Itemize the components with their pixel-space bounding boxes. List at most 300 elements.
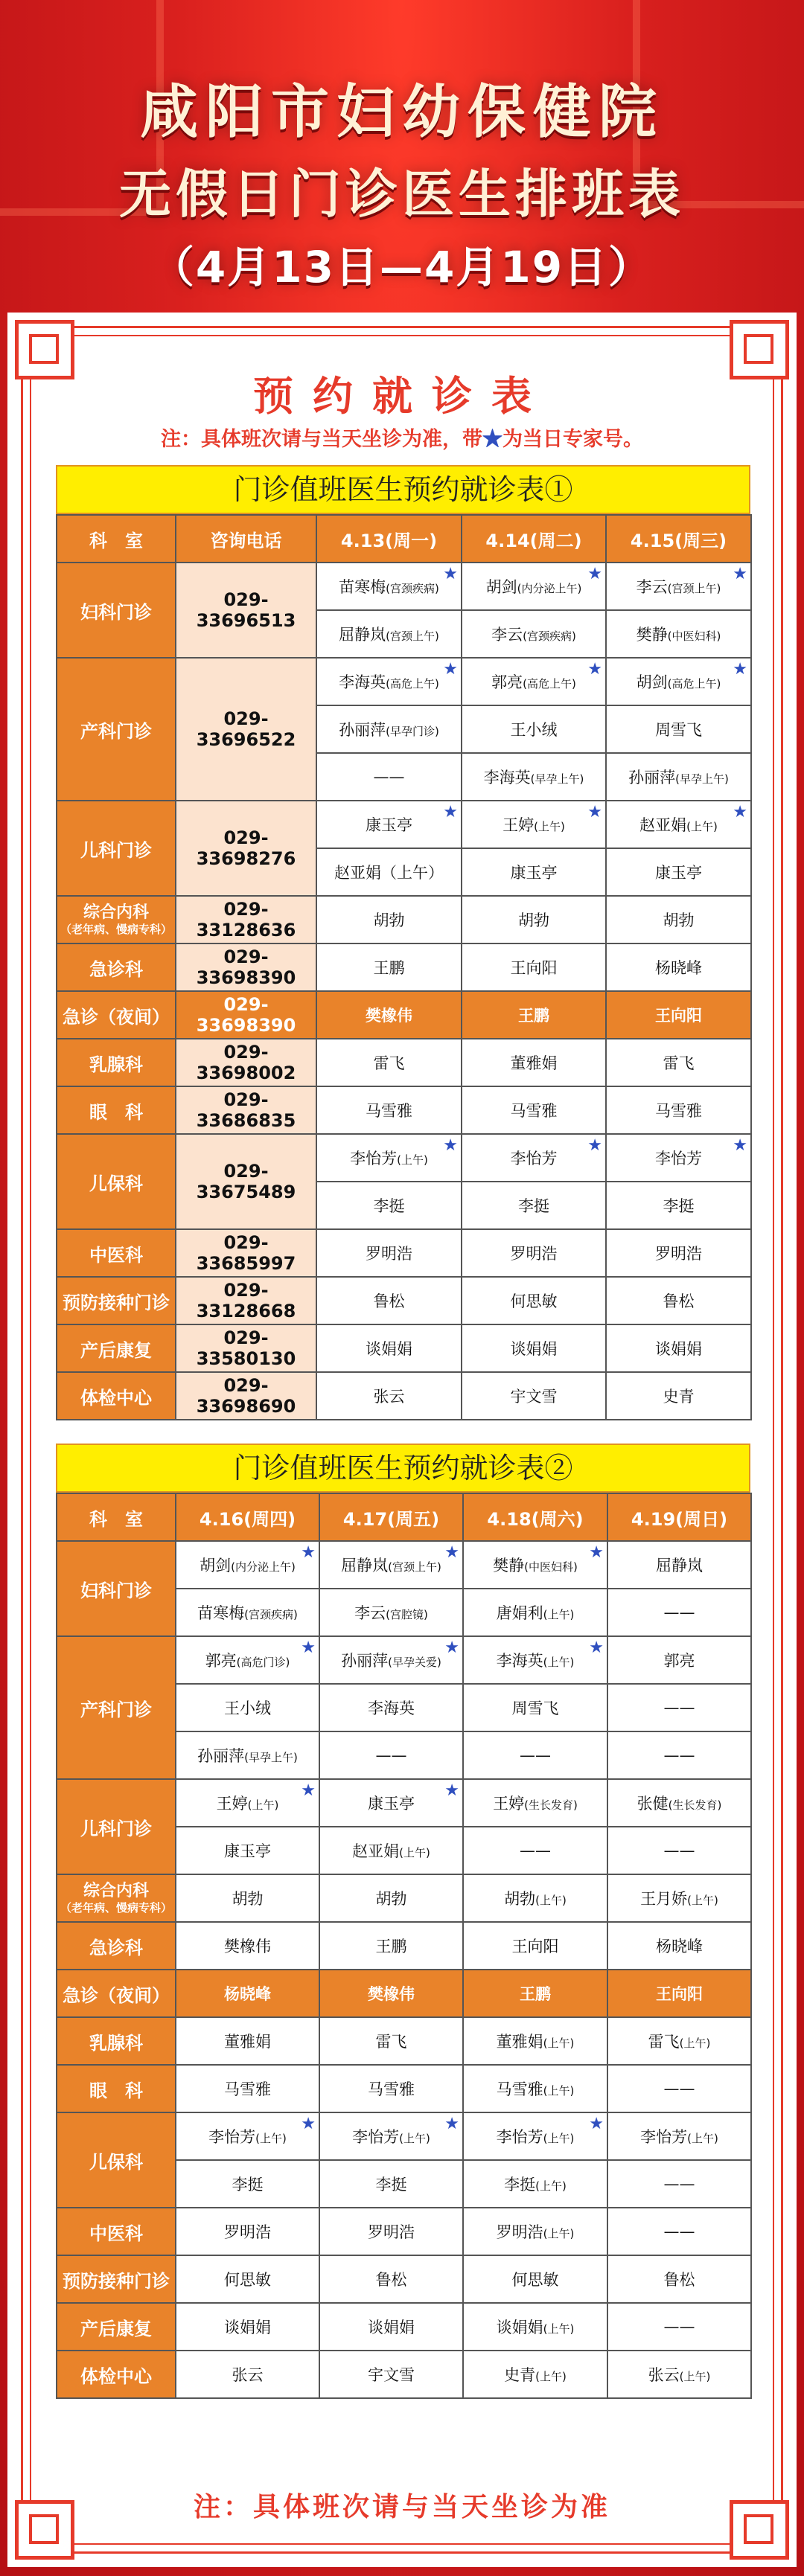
- doctor-name: ——: [375, 1746, 407, 1764]
- doctor-name: 李怡芳: [350, 1150, 398, 1167]
- doctor-cell: [319, 1970, 463, 2017]
- doctor-note: (早孕上午): [675, 772, 729, 786]
- doctor-cell: [319, 1589, 463, 1636]
- table-row: [57, 658, 751, 705]
- column-header: 4.16(周四): [176, 1493, 319, 1541]
- doctor-name: 马雪雅: [496, 2080, 543, 2098]
- table-1-grid: [56, 514, 752, 1420]
- doctor-note: (早孕门诊): [386, 725, 439, 738]
- column-header: 科 室: [57, 515, 176, 563]
- expert-star-icon: ★: [733, 1136, 747, 1155]
- doctor-name: 康玉亭: [366, 816, 412, 834]
- doctor-name: 谈娟娟: [496, 2319, 543, 2336]
- department-cell: [57, 1541, 176, 1636]
- doctor-name: 罗明浩: [496, 2223, 543, 2241]
- table-1-title: 门诊值班医生预约就诊表①: [56, 465, 750, 514]
- doctor-name: 胡剑: [636, 673, 668, 691]
- column-header: 4.18(周六): [463, 1493, 607, 1541]
- doctor-note: (宫颈疾病): [523, 629, 576, 643]
- doctor-name: 张云: [373, 1388, 405, 1406]
- doctor-cell: [319, 2112, 463, 2160]
- doctor-cell: [607, 2351, 751, 2398]
- table-row: [57, 801, 751, 848]
- department-subtitle: （老年病、慢病专科）: [60, 1901, 172, 1915]
- doctor-cell: [316, 753, 462, 801]
- department-name: 乳腺科: [89, 2032, 143, 2054]
- doctor-cell: [319, 2065, 463, 2112]
- doctor-cell: [316, 896, 462, 943]
- expert-star-icon: ★: [587, 660, 602, 679]
- table-row: [57, 2255, 751, 2303]
- phone-cell: 029-33698002: [176, 1039, 316, 1086]
- table-row: [57, 2065, 751, 2112]
- department-cell: [57, 1372, 176, 1420]
- doctor-cell: [316, 1324, 462, 1372]
- department-subtitle: （老年病、慢病专科）: [60, 923, 172, 937]
- department-name: 体检中心: [80, 1387, 152, 1409]
- doctor-cell: [462, 563, 606, 610]
- department-name: 急诊科: [89, 958, 143, 980]
- doctor-cell: [319, 2160, 463, 2208]
- table-row: [57, 2017, 751, 2065]
- doctor-name: 王婷: [502, 816, 535, 834]
- expert-star-icon: ★: [589, 1543, 604, 1562]
- doctor-name: 鲁松: [663, 1292, 695, 1310]
- phone-cell: 029-33128668: [176, 1277, 316, 1324]
- doctor-cell: [607, 1827, 751, 1874]
- doctor-cell: [316, 1182, 462, 1229]
- department-name: 妇科门诊: [80, 1580, 152, 1601]
- doctor-note: (宫颈上午): [386, 629, 439, 643]
- doctor-cell: [176, 2017, 319, 2065]
- doctor-name: 郭亮: [491, 673, 523, 691]
- doctor-name: 康玉亭: [368, 1795, 415, 1813]
- doctor-name: 张云: [232, 2366, 264, 2384]
- table-row: [57, 896, 751, 943]
- department-name: 儿科门诊: [80, 1818, 152, 1839]
- doctor-cell: [606, 658, 751, 705]
- doctor-cell: [463, 1731, 607, 1779]
- note-suffix: 为当日专家号。: [502, 428, 643, 451]
- doctor-cell: [606, 848, 751, 896]
- doctor-note: (早孕关爱): [388, 1656, 441, 1669]
- doctor-note: (上午): [535, 1894, 567, 1907]
- doctor-name: 胡勃: [663, 911, 695, 929]
- doctor-note: (上午): [543, 1608, 575, 1621]
- department-cell: [57, 1922, 176, 1970]
- expert-star-icon: ★: [733, 803, 747, 821]
- doctor-note: (上午): [543, 1656, 575, 1669]
- doctor-cell: [463, 2017, 607, 2065]
- doctor-cell: [462, 1277, 606, 1324]
- phone-cell: 029-33698390: [176, 991, 316, 1039]
- doctor-name: 张云: [648, 2366, 680, 2384]
- doctor-name: 李海英: [339, 673, 386, 691]
- doctor-cell: [462, 1039, 606, 1086]
- doctor-name: 樊静: [493, 1557, 525, 1574]
- doctor-name: 鲁松: [663, 2271, 695, 2289]
- doctor-name: 王鹏: [520, 1985, 551, 2003]
- department-name: 儿保科: [89, 1173, 143, 1194]
- doctor-cell: [607, 1731, 751, 1779]
- doctor-name: 何思敏: [224, 2271, 271, 2289]
- doctor-cell: [607, 2303, 751, 2351]
- doctor-name: 孙丽萍: [628, 769, 676, 786]
- doctor-name: 罗明浩: [368, 2223, 415, 2241]
- doctor-name: 谈娟娟: [366, 1340, 412, 1358]
- doctor-cell: [463, 1636, 607, 1684]
- doctor-cell: [462, 991, 606, 1039]
- schedule-title: 无假日门诊医生排班表: [119, 163, 685, 225]
- department-name: 产后康复: [80, 1339, 152, 1361]
- table-row: [57, 1372, 751, 1420]
- doctor-name: 胡勃: [518, 911, 549, 929]
- doctor-note: (早孕上午): [530, 772, 584, 786]
- hospital-name: 咸阳市妇幼保健院: [139, 78, 664, 146]
- doctor-name: 雷飞: [663, 1054, 695, 1072]
- doctor-note: (内分泌上午): [231, 1560, 296, 1574]
- department-cell: [57, 1779, 176, 1874]
- doctor-cell: [607, 1779, 751, 1827]
- doctor-name: 王月娇: [640, 1890, 688, 1908]
- doctor-cell: [316, 1229, 462, 1277]
- doctor-name: 赵亚娟（上午）: [334, 864, 444, 882]
- doctor-name: 屈静岚: [341, 1557, 389, 1574]
- doctor-cell: [462, 943, 606, 991]
- doctor-name: 李挺: [232, 2176, 264, 2194]
- doctor-name: 李挺: [373, 1197, 405, 1215]
- department-name: 综合内科: [83, 903, 149, 922]
- doctor-name: 孙丽萍: [197, 1747, 245, 1765]
- doctor-cell: [316, 1134, 462, 1182]
- table-row: [57, 1541, 751, 1589]
- table-row: [57, 1874, 751, 1922]
- doctor-name: 何思敏: [511, 2271, 559, 2289]
- table-2-title: 门诊值班医生预约就诊表②: [56, 1444, 750, 1493]
- phone-cell: 029-33580130: [176, 1324, 316, 1372]
- doctor-name: 王向阳: [510, 959, 558, 977]
- department-cell: [57, 2208, 176, 2255]
- doctor-name: 罗明浩: [510, 1245, 558, 1263]
- table-row: [57, 1970, 751, 2017]
- doctor-name: 罗明浩: [224, 2223, 271, 2241]
- table-row: [57, 1779, 751, 1827]
- doctor-cell: [176, 2065, 319, 2112]
- doctor-cell: [462, 896, 606, 943]
- doctor-cell: [607, 2255, 751, 2303]
- doctor-cell: [463, 2112, 607, 2160]
- department-cell: [57, 1636, 176, 1779]
- doctor-cell: [462, 801, 606, 848]
- doctor-name: 李云: [636, 578, 668, 596]
- doctor-name: 赵亚娟: [352, 1842, 400, 1860]
- doctor-cell: [463, 1541, 607, 1589]
- doctor-note: (上午): [687, 2132, 718, 2145]
- doctor-name: 孙丽萍: [339, 721, 386, 739]
- doctor-name: 王小绒: [224, 1699, 271, 1717]
- doctor-note: (上午): [686, 820, 718, 833]
- doctor-cell: [176, 2351, 319, 2398]
- column-header: 科 室: [57, 1493, 176, 1541]
- doctor-name: 张健: [636, 1795, 669, 1813]
- doctor-name: ——: [373, 768, 405, 786]
- department-name: 体检中心: [80, 2365, 152, 2387]
- doctor-cell: [607, 1589, 751, 1636]
- doctor-cell: [316, 991, 462, 1039]
- doctor-note: (中医妇科): [524, 1560, 578, 1574]
- doctor-cell: [316, 1372, 462, 1420]
- column-header: 4.19(周日): [607, 1493, 751, 1541]
- doctor-name: 李怡芳: [352, 2128, 400, 2146]
- department-cell: [57, 563, 176, 658]
- doctor-cell: [462, 1086, 606, 1134]
- doctor-name: 康玉亭: [224, 1842, 271, 1860]
- doctor-name: 李云: [491, 626, 523, 644]
- doctor-cell: [607, 1541, 751, 1589]
- doctor-note: (宫腔镜): [386, 1608, 428, 1621]
- doctor-cell: [606, 1372, 751, 1420]
- department-cell: [57, 1086, 176, 1134]
- doctor-name: 鲁松: [375, 2271, 407, 2289]
- department-name: 中医科: [89, 2223, 143, 2244]
- doctor-cell: [606, 1039, 751, 1086]
- doctor-cell: [462, 658, 606, 705]
- doctor-name: 胡剑: [200, 1557, 232, 1574]
- doctor-cell: [316, 658, 462, 705]
- doctor-cell: [316, 1086, 462, 1134]
- doctor-cell: [319, 2017, 463, 2065]
- department-name: 妇科门诊: [80, 601, 152, 623]
- doctor-name: 赵亚娟: [639, 816, 687, 834]
- expert-star-icon: ★: [443, 803, 458, 821]
- doctor-name: 谈娟娟: [224, 2319, 271, 2336]
- doctor-name: 李怡芳: [496, 2128, 543, 2146]
- header-row: [57, 1493, 751, 1541]
- doctor-name: 苗寒梅: [339, 578, 386, 596]
- doctor-name: 何思敏: [510, 1292, 558, 1310]
- doctor-cell: [462, 1134, 606, 1182]
- department-name: 产科门诊: [80, 720, 152, 742]
- doctor-name: ——: [663, 1842, 695, 1859]
- doctor-name: 唐娟利: [496, 1604, 543, 1622]
- doctor-name: 史青: [663, 1388, 695, 1406]
- doctor-cell: [606, 943, 751, 991]
- doctor-cell: [176, 1827, 319, 1874]
- doctor-cell: [463, 1589, 607, 1636]
- department-name: 中医科: [89, 1244, 143, 1266]
- doctor-name: 康玉亭: [655, 864, 702, 882]
- doctor-name: 周雪飞: [511, 1699, 559, 1717]
- doctor-note: (内分泌上午): [517, 582, 582, 595]
- doctor-cell: [607, 1970, 751, 2017]
- department-cell: [57, 1039, 176, 1086]
- table-row: [57, 1324, 751, 1372]
- doctor-cell: [607, 2208, 751, 2255]
- doctor-note: (上午): [535, 2370, 567, 2383]
- department-name: 乳腺科: [89, 1054, 143, 1075]
- doctor-name: 雷飞: [375, 2033, 407, 2051]
- doctor-cell: [606, 896, 751, 943]
- doctor-cell: [176, 1874, 319, 1922]
- table-row: [57, 1086, 751, 1134]
- doctor-name: 雷飞: [373, 1054, 405, 1072]
- doctor-cell: [606, 705, 751, 753]
- table-2-grid: [56, 1493, 752, 2399]
- column-header: 4.15(周三): [606, 515, 751, 563]
- doctor-name: 屈静岚: [339, 626, 386, 644]
- doctor-name: 胡勃: [232, 1890, 264, 1908]
- doctor-name: 董雅娟: [510, 1054, 558, 1072]
- doctor-cell: [463, 1922, 607, 1970]
- doctor-note: (生长发育): [668, 1798, 722, 1812]
- doctor-name: 胡勃: [373, 911, 405, 929]
- doctor-cell: [462, 1229, 606, 1277]
- doctor-cell: [462, 753, 606, 801]
- table-row: [57, 563, 751, 610]
- doctor-name: 谈娟娟: [368, 2319, 415, 2336]
- expert-star-icon: ★: [301, 1638, 316, 1657]
- phone-cell: 029-33698390: [176, 943, 316, 991]
- schedule-table-1: [56, 465, 750, 1420]
- doctor-cell: [176, 1589, 319, 1636]
- doctor-note: (生长发育): [524, 1798, 578, 1812]
- column-header: 4.17(周五): [319, 1493, 463, 1541]
- doctor-name: 王鹏: [373, 959, 405, 977]
- doctor-cell: [606, 563, 751, 610]
- doctor-cell: [316, 610, 462, 658]
- doctor-name: 李云: [354, 1604, 386, 1622]
- doctor-name: 李海英: [368, 1699, 415, 1717]
- doctor-name: 谈娟娟: [655, 1340, 702, 1358]
- doctor-note: (高危上午): [386, 677, 439, 691]
- column-header: 咨询电话: [176, 515, 316, 563]
- doctor-note: (中医妇科): [667, 629, 721, 643]
- department-name: 产科门诊: [80, 1699, 152, 1720]
- doctor-name: 杨晓峰: [656, 1938, 703, 1955]
- doctor-cell: [319, 1684, 463, 1731]
- doctor-note: (宫颈上午): [667, 582, 721, 595]
- doctor-name: 史青: [504, 2366, 536, 2384]
- doctor-name: 康玉亭: [510, 864, 558, 882]
- doctor-note: (上午): [255, 2132, 287, 2145]
- doctor-note: (宫颈疾病): [386, 582, 439, 595]
- department-cell: [57, 2065, 176, 2112]
- doctor-note: (上午): [247, 1798, 279, 1812]
- expert-star-icon: ★: [444, 1638, 459, 1657]
- doctor-name: 李怡芳: [655, 1150, 702, 1167]
- note-prefix: 注：具体班次请与当天坐诊为准，带: [161, 428, 482, 451]
- star-icon: ★: [482, 428, 502, 451]
- doctor-name: 郭亮: [663, 1652, 695, 1670]
- department-name: 儿保科: [89, 2151, 143, 2173]
- department-cell: [57, 1229, 176, 1277]
- doctor-note: (高危上午): [667, 677, 721, 691]
- doctor-cell: [462, 848, 606, 896]
- department-cell: [57, 801, 176, 896]
- doctor-name: 李海英: [496, 1652, 543, 1670]
- doctor-cell: [463, 2303, 607, 2351]
- doctor-note: (上午): [397, 1153, 428, 1167]
- table-row: [57, 1229, 751, 1277]
- department-cell: [57, 2255, 176, 2303]
- expert-star-icon: ★: [589, 2115, 604, 2133]
- doctor-cell: [319, 2255, 463, 2303]
- doctor-name: 樊橡伟: [224, 1938, 271, 1955]
- doctor-cell: [606, 801, 751, 848]
- doctor-cell: [319, 2208, 463, 2255]
- expert-star-icon: ★: [733, 565, 747, 583]
- doctor-cell: [606, 1134, 751, 1182]
- doctor-name: 王鹏: [518, 1007, 549, 1025]
- doctor-name: 屈静岚: [656, 1557, 703, 1574]
- doctor-cell: [176, 1636, 319, 1684]
- doctor-cell: [607, 1922, 751, 1970]
- doctor-name: ——: [520, 1842, 551, 1859]
- doctor-cell: [463, 1684, 607, 1731]
- doctor-name: ——: [663, 2175, 695, 2193]
- department-cell: [57, 658, 176, 801]
- department-cell: [57, 2112, 176, 2208]
- expert-star-icon: ★: [587, 1136, 602, 1155]
- doctor-cell: [462, 610, 606, 658]
- department-cell: [57, 943, 176, 991]
- doctor-name: 鲁松: [373, 1292, 405, 1310]
- doctor-cell: [316, 801, 462, 848]
- department-name: 急诊科: [89, 1937, 143, 1958]
- expert-star-icon: ★: [301, 1781, 316, 1800]
- schedule-card: [7, 313, 797, 2567]
- expert-star-icon: ★: [301, 1543, 316, 1562]
- doctor-cell: [316, 1039, 462, 1086]
- expert-star-icon: ★: [444, 2115, 459, 2133]
- doctor-cell: [176, 1970, 319, 2017]
- doctor-note: (上午): [679, 2037, 711, 2050]
- doctor-name: 孙丽萍: [341, 1652, 389, 1670]
- doctor-cell: [316, 563, 462, 610]
- doctor-cell: [462, 705, 606, 753]
- doctor-cell: [606, 1086, 751, 1134]
- doctor-note: (上午): [543, 2084, 575, 2098]
- doctor-name: 宇文雪: [510, 1388, 558, 1406]
- doctor-cell: [316, 848, 462, 896]
- phone-cell: 029-33685997: [176, 1229, 316, 1277]
- doctor-name: 王小绒: [510, 721, 558, 739]
- doctor-cell: [316, 1277, 462, 1324]
- doctor-name: 李挺: [504, 2176, 536, 2194]
- phone-cell: 029-33698276: [176, 801, 316, 896]
- table-row: [57, 2112, 751, 2160]
- doctor-name: ——: [520, 1746, 551, 1764]
- doctor-name: 王婷: [493, 1795, 525, 1813]
- department-name: 急诊（夜间）: [63, 1984, 170, 2006]
- doctor-cell: [606, 610, 751, 658]
- expert-star-icon: ★: [301, 2115, 316, 2133]
- doctor-name: 谈娟娟: [510, 1340, 558, 1358]
- expert-star-icon: ★: [444, 1781, 459, 1800]
- doctor-cell: [462, 1182, 606, 1229]
- doctor-cell: [176, 1779, 319, 1827]
- expert-star-icon: ★: [587, 565, 602, 583]
- doctor-name: 李怡芳: [208, 2128, 256, 2146]
- department-cell: [57, 1324, 176, 1372]
- department-cell: [57, 1277, 176, 1324]
- doctor-cell: [176, 2208, 319, 2255]
- doctor-name: 周雪飞: [655, 721, 702, 739]
- doctor-cell: [319, 1922, 463, 1970]
- department-name: 眼 科: [89, 2080, 143, 2101]
- doctor-name: 马雪雅: [368, 2080, 415, 2098]
- doctor-note: (宫颈疾病): [244, 1608, 298, 1621]
